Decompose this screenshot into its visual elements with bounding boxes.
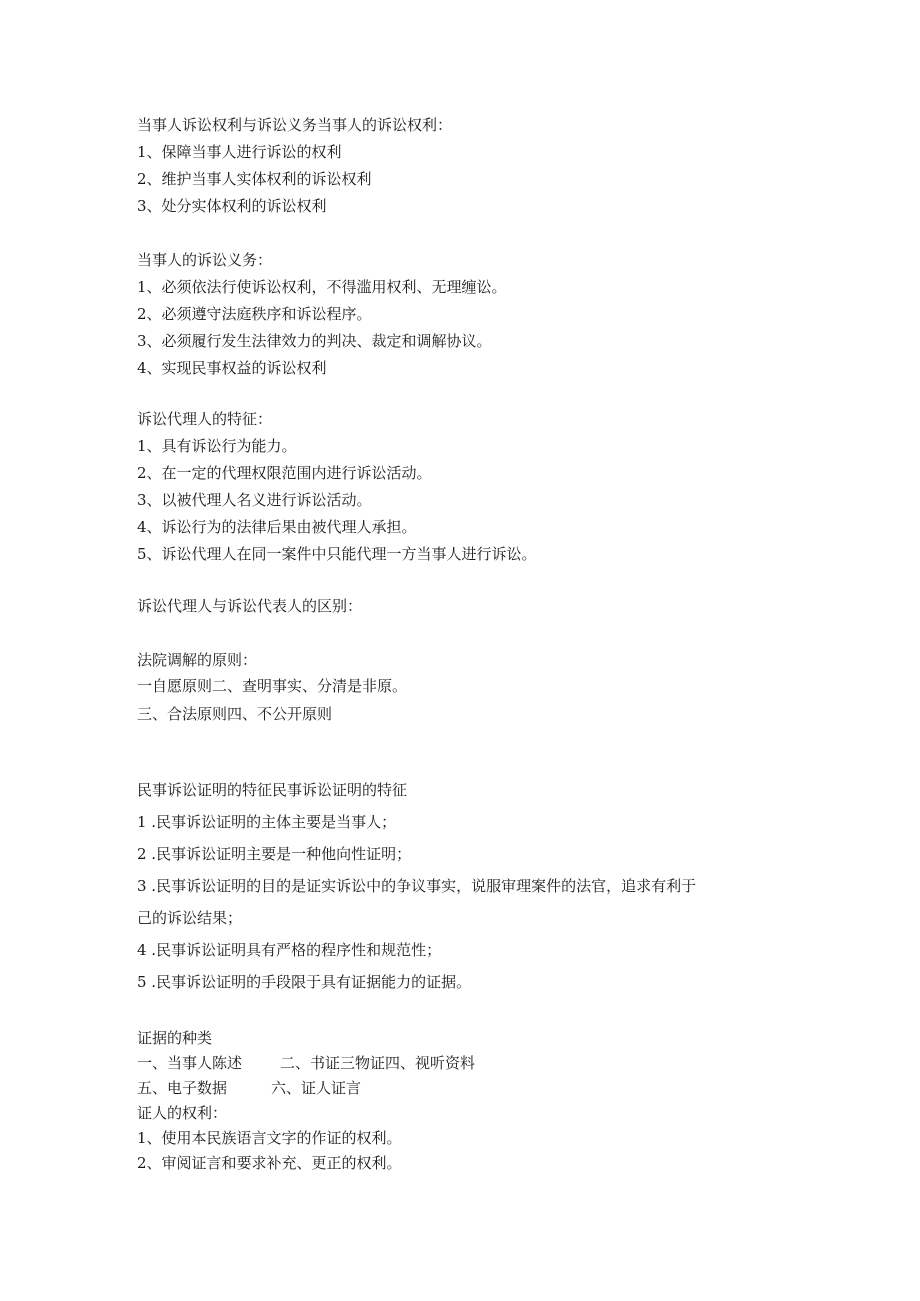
list-item: 1、使用本民族语言文字的作证的权利。 xyxy=(137,1129,402,1147)
list-item: 3、以被代理人名义进行诉讼活动。 xyxy=(137,491,372,509)
list-item: 2、在一定的代理权限范围内进行诉讼活动。 xyxy=(137,464,432,482)
list-item: 3 .民事诉讼证明的目的是证实诉讼中的争议事实，说服审理案件的法官，追求有利于 xyxy=(137,877,697,895)
list-item: 1、具有诉讼行为能力。 xyxy=(137,437,297,455)
list-item: 3、处分实体权利的诉讼权利 xyxy=(137,197,327,215)
evidence-row xyxy=(137,1079,361,1097)
section-heading: 诉讼代理人与诉讼代表人的区别： xyxy=(137,597,363,615)
list-item: 三、合法原则四、不公开原则 xyxy=(137,705,333,723)
list-item: 一自愿原则二、查明事实、分清是非原。 xyxy=(137,677,408,695)
list-item: 2、审阅证言和要求补充、更正的权利。 xyxy=(137,1154,402,1172)
evidence-item: 六、证人证言 xyxy=(271,1079,362,1097)
list-item: 5 .民事诉讼证明的手段限于具有证据能力的证据。 xyxy=(137,973,472,991)
list-item: 5、诉讼代理人在同一案件中只能代理一方当事人进行诉讼。 xyxy=(137,545,537,563)
section-heading: 当事人诉讼权利与诉讼义务当事人的诉讼权利： xyxy=(137,116,453,134)
list-item: 1、保障当事人进行诉讼的权利 xyxy=(137,143,342,161)
section-heading: 证据的种类 xyxy=(137,1029,213,1047)
list-item: 2、必须遵守法庭秩序和诉讼程序。 xyxy=(137,305,372,323)
list-item: 2 .民事诉讼证明主要是一种他向性证明； xyxy=(137,845,412,863)
section-heading: 法院调解的原则： xyxy=(137,651,258,669)
list-item: 4、诉讼行为的法律后果由被代理人承担。 xyxy=(137,518,417,536)
evidence-row xyxy=(137,1054,475,1072)
section-heading: 民事诉讼证明的特征民事诉讼证明的特征 xyxy=(137,781,408,799)
section-heading: 诉讼代理人的特征： xyxy=(137,410,273,428)
list-item: 1、必须依法行使诉讼权利，不得滥用权利、无理缠讼。 xyxy=(137,278,507,296)
section-heading: 证人的权利： xyxy=(137,1104,228,1122)
list-item: 1 .民事诉讼证明的主体主要是当事人； xyxy=(137,813,397,831)
evidence-item: 五、电子数据 xyxy=(137,1079,228,1097)
list-item: 2、维护当事人实体权利的诉讼权利 xyxy=(137,170,372,188)
evidence-item: 一、当事人陈述 xyxy=(137,1054,243,1072)
evidence-item: 二、书证三物证四、视听资料 xyxy=(280,1054,476,1072)
list-item: 3、必须履行发生法律效力的判决、裁定和调解协议。 xyxy=(137,332,492,350)
list-item: 4 .民事诉讼证明具有严格的程序性和规范性； xyxy=(137,941,442,959)
list-item-continuation: 己的诉讼结果； xyxy=(137,909,243,927)
section-heading: 当事人的诉讼义务： xyxy=(137,251,273,269)
list-item: 4、实现民事权益的诉讼权利 xyxy=(137,359,327,377)
